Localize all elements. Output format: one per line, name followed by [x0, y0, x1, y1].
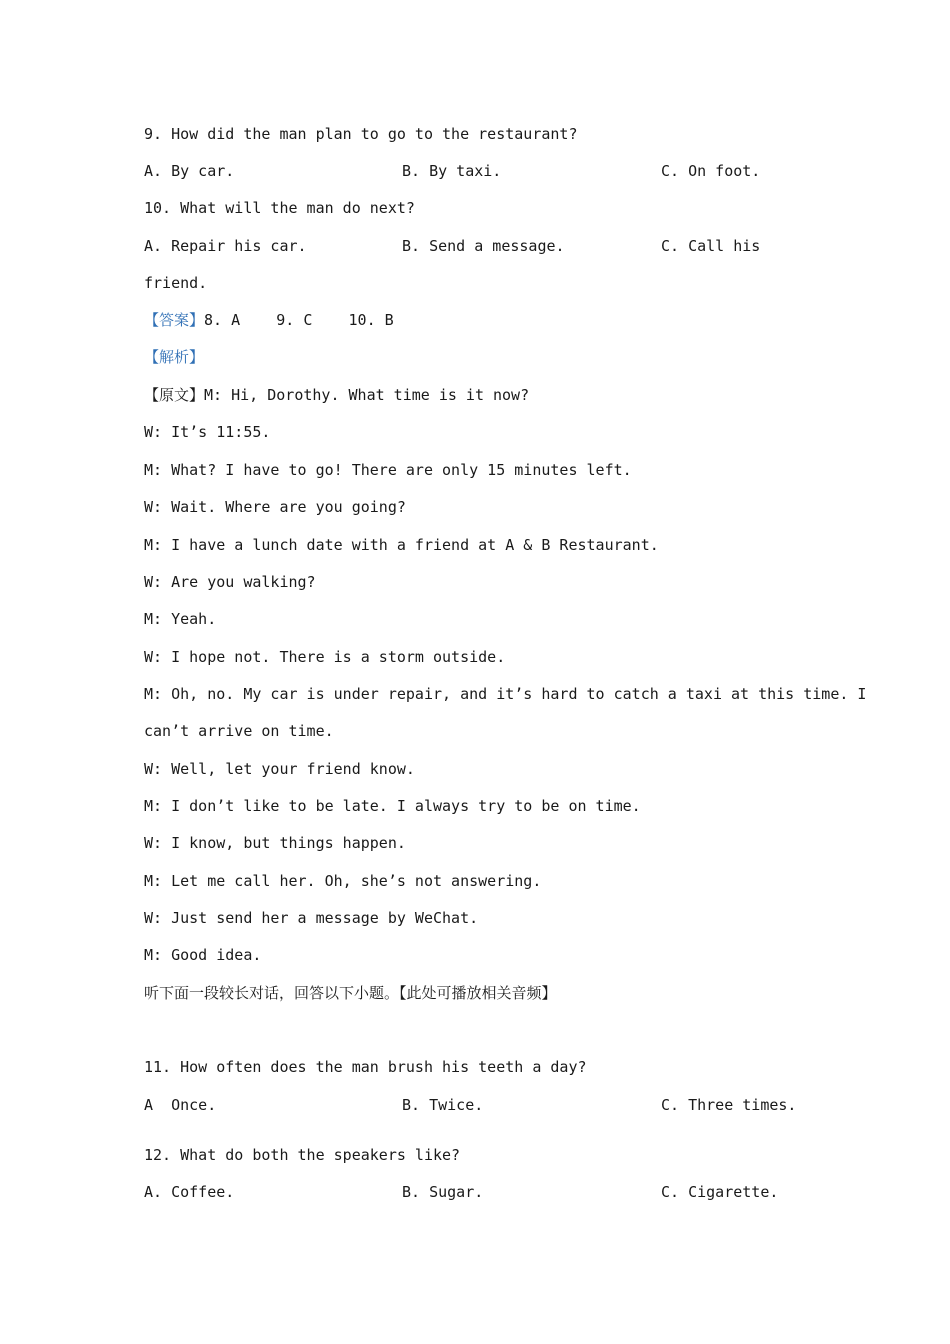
q11-option-a: A Once. [144, 1096, 217, 1114]
q9-option-b: B. By taxi. [402, 162, 502, 180]
transcript-line: M: What? I have to go! There are only 15 minutes left. [144, 461, 632, 479]
listening-instruction: 听下面一段较长对话，回答以下小题。【此处可播放相关音频】 [144, 984, 557, 1002]
question-10-options [0, 236, 950, 256]
transcript-tag: 【原文】 [144, 386, 205, 404]
question-9: 9. How did the man plan to go to the restaurant? [144, 125, 578, 143]
transcript-line: W: Are you walking? [144, 573, 316, 591]
transcript-line: W: I know, but things happen. [144, 834, 406, 852]
transcript-line: M: Yeah. [144, 610, 217, 628]
question-10: 10. What will the man do next? [144, 199, 415, 217]
q10-option-c: C. Call his [661, 237, 761, 255]
q10-option-c-continued: friend. [144, 274, 208, 292]
q10-option-b: B. Send a message. [402, 237, 565, 255]
question-12-options [0, 1182, 950, 1202]
transcript-line: M: Oh, no. My car is under repair, and it’s hard to catch a taxi at this time. I [144, 685, 867, 703]
question-9-options [0, 161, 950, 181]
transcript-line: W: Well, let your friend know. [144, 760, 415, 778]
question-11-options [0, 1095, 950, 1115]
q9-option-a: A. By car. [144, 162, 235, 180]
transcript-first-line [144, 385, 529, 405]
q11-option-c: C. Three times. [661, 1096, 797, 1114]
question-11: 11. How often does the man brush his teeth a day? [144, 1058, 587, 1076]
q10-option-a: A. Repair his car. [144, 237, 307, 255]
answer-line [144, 310, 394, 330]
transcript-line: M: Let me call her. Oh, she’s not answering. [144, 872, 542, 890]
q9-option-c: C. On foot. [661, 162, 761, 180]
transcript-line: M: Good idea. [144, 946, 262, 964]
q12-option-c: C. Cigarette. [661, 1183, 779, 1201]
transcript-line: W: It’s 11:55. [144, 423, 271, 441]
transcript-line: W: Just send her a message by WeChat. [144, 909, 479, 927]
answer-tag: 【答案】 [144, 311, 205, 329]
q11-option-b: B. Twice. [402, 1096, 484, 1114]
transcript-line: W: I hope not. There is a storm outside. [144, 648, 506, 666]
question-12: 12. What do both the speakers like? [144, 1146, 461, 1164]
q12-option-a: A. Coffee. [144, 1183, 235, 1201]
transcript-line: M: I have a lunch date with a friend at A & B Restaurant. [144, 536, 659, 554]
transcript-line: M: I don’t like to be late. I always try to be on time. [144, 797, 641, 815]
transcript-first-text: M: Hi, Dorothy. What time is it now? [204, 386, 530, 404]
transcript-line: can’t arrive on time. [144, 722, 334, 740]
transcript-line: W: Wait. Where are you going? [144, 498, 406, 516]
analysis-tag: 【解析】 [144, 348, 205, 366]
answer-text: 8. A 9. C 10. B [204, 311, 394, 329]
q12-option-b: B. Sugar. [402, 1183, 484, 1201]
